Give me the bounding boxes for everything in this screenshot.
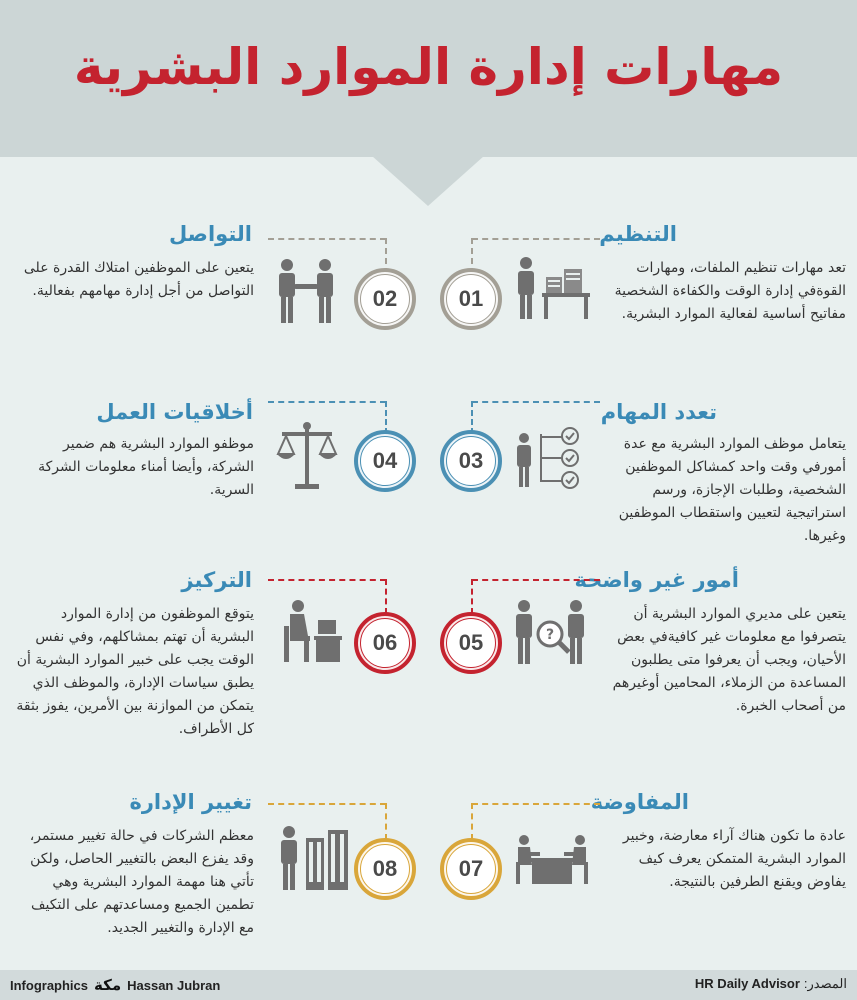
footer-brand: Infographics	[10, 977, 89, 993]
footer-author: Hassan Jubran	[127, 977, 221, 993]
number-badge-04	[354, 430, 416, 492]
person-buildings-icon	[278, 824, 350, 898]
connector-line	[268, 579, 386, 581]
footer-credits	[10, 976, 220, 994]
item-title-work-ethics: أخلاقيات العمل	[96, 400, 253, 424]
badge-number: 06	[372, 630, 398, 655]
item-desc-unclear-matters: يتعين على مديري الموارد البشرية أن يتصرفوا مع معلومات غير كافيةفي بعض الأحيان، ويجب أن يعرفوا متى يطلبون المساعدة من الزملاء، المحامين أوغيرهم من أصحاب الخبرة.	[612, 606, 846, 714]
connector-line	[385, 803, 387, 840]
connector-line	[472, 401, 600, 403]
item-desc-change-management: معظم الشركات في حالة تغيير مستمر، وقد يفزع البعض بالتغيير الحاصل، ولكن تأتي هنا مهمة الموارد البشرية وهي تطمين الجميع ومساعدتهم على التكيف مع الإدارة والتغيير الجديد.	[29, 828, 254, 936]
connector-line	[471, 803, 473, 840]
connector-line	[472, 579, 600, 581]
item-title-multitasking: تعدد المهام	[600, 400, 717, 424]
connector-line	[385, 579, 387, 614]
badge-number: 03	[458, 448, 484, 473]
badge-number: 04	[372, 448, 398, 473]
people-question-icon	[512, 598, 588, 674]
item-desc-multitasking: يتعامل موظف الموارد البشرية مع عدة أمورفي وقت واحد كمشاكل الموظفين الشخصية، وطلبات الإجازة، ورسم استراتيجية لتعيين واستقطاب الموظفين وغيرها.	[618, 436, 846, 544]
number-badge-06	[354, 612, 416, 674]
item-title-communication: التواصل	[168, 222, 252, 246]
handshake-people-icon	[274, 258, 340, 332]
number-badge-03	[440, 430, 502, 492]
badge-number: 02	[372, 286, 398, 311]
negotiation-table-icon	[514, 832, 590, 892]
page-title: مهارات إدارة الموارد البشرية	[73, 38, 784, 96]
number-badge-02	[354, 268, 416, 330]
item-desc-negotiation: عادة ما تكون هناك آراء معارضة، وخبير الموارد البشرية المتمكن يعرف كيف يفاوض ويقنع الطرفين بالنتيجة.	[622, 828, 846, 890]
number-badge-07	[440, 838, 502, 900]
source-label: المصدر:	[803, 976, 847, 991]
footer-source	[695, 976, 847, 992]
connector-line	[268, 238, 386, 240]
item-title-change-management: تغيير الإدارة	[129, 790, 252, 814]
item-desc-focus: يتوقع الموظفون من إدارة الموارد البشرية أن تهتم بمشاكلهم، وفي نفس الوقت يجب على خبير الموارد البشرية أن يطبق سياسات الإدارة، والموظف الذي يتمكن من الموازنة بين الأمرين، يفوز بثقة كل الأطراف.	[16, 606, 254, 737]
badge-number: 05	[458, 630, 484, 655]
item-title-organization: التنظيم	[599, 222, 677, 246]
source-name: HR Daily Advisor	[694, 976, 800, 991]
item-desc-communication: يتعين على الموظفين امتلاك القدرة على التواصل من أجل إدارة مهامهم بفعالية.	[23, 260, 254, 299]
item-desc-work-ethics: موظفو الموارد البشرية هم ضمير الشركة، وأيضا أمناء معلومات الشركة السرية.	[38, 436, 254, 498]
connector-line	[472, 238, 600, 240]
item-title-negotiation: المفاوضة	[590, 790, 689, 814]
connector-line	[268, 803, 386, 805]
person-at-desk-files-icon	[512, 255, 592, 329]
badge-number: 01	[458, 286, 484, 311]
svg-text:?: ?	[545, 627, 555, 643]
connector-line	[471, 579, 473, 614]
person-checklist-icon	[514, 424, 584, 498]
badge-number: 08	[372, 856, 398, 881]
badge-number: 07	[458, 856, 484, 881]
connector-line	[472, 803, 600, 805]
item-desc-organization: تعد مهارات تنظيم الملفات، ومهارات القوةفي إدارة الوقت والكفاءة الشخصية مفاتيح أساسية لفعالية الموارد البشرية.	[614, 260, 846, 322]
item-title-unclear-matters: أمور غير واضحة	[574, 568, 739, 592]
number-badge-05	[440, 612, 502, 674]
number-badge-08	[354, 838, 416, 900]
scales-icon	[276, 420, 338, 496]
makkah-logo: مكة	[94, 976, 122, 994]
number-badge-01	[440, 268, 502, 330]
header-pointer	[372, 156, 484, 206]
connector-line	[268, 401, 386, 403]
item-title-focus: التركيز	[181, 568, 252, 592]
person-at-computer-icon	[278, 598, 344, 670]
